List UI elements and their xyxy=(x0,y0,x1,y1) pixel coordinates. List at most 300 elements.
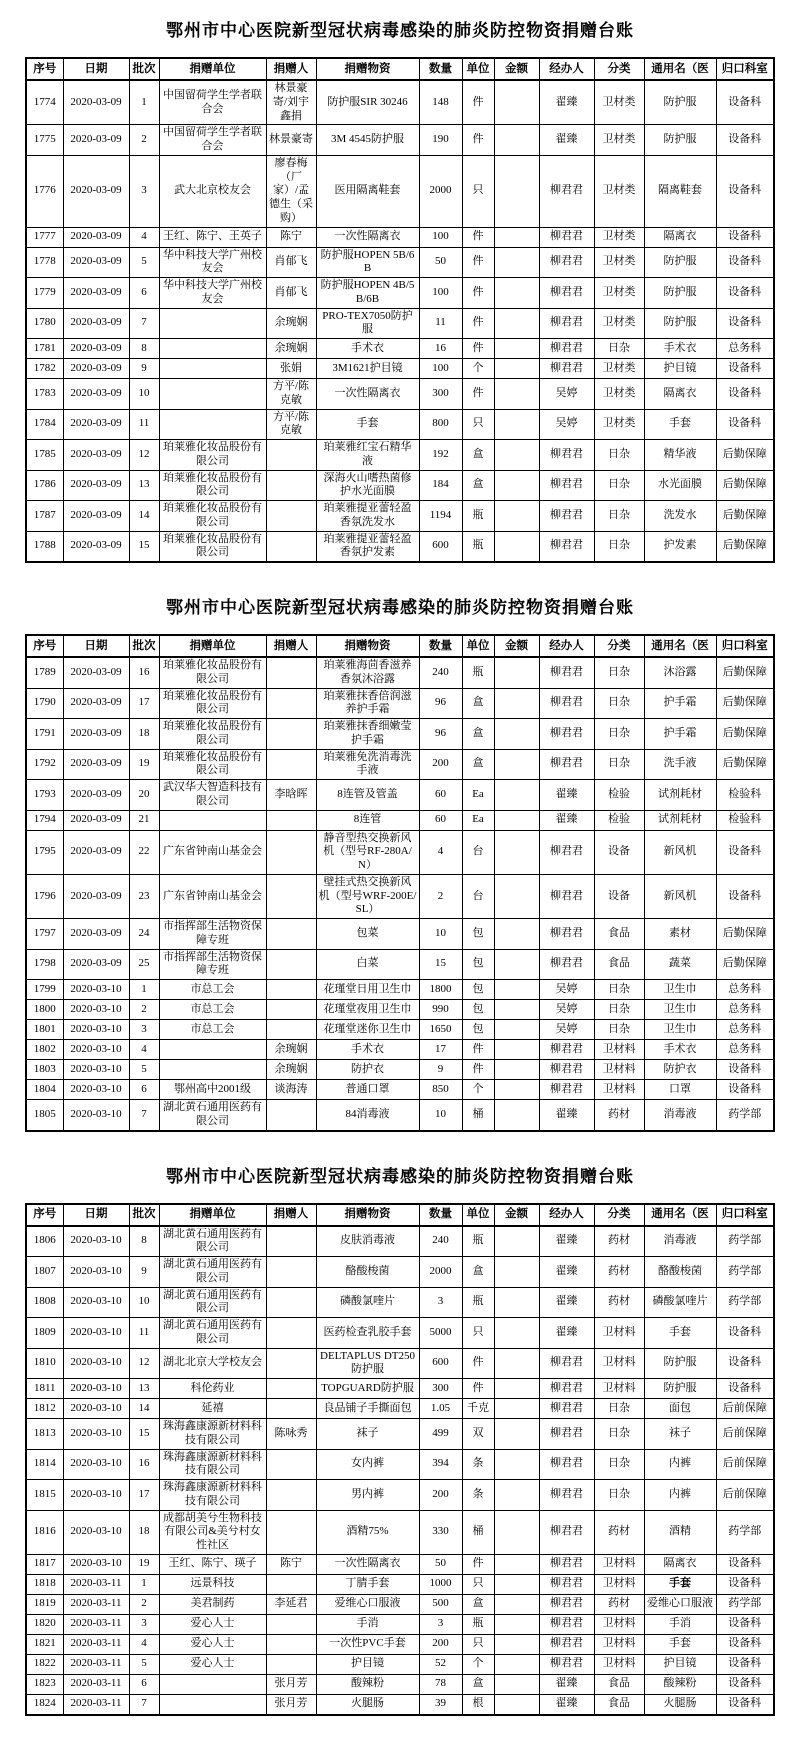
table-cell: DELTAPLUS DT250防护服 xyxy=(316,1348,419,1379)
table-cell: 200 xyxy=(419,1480,462,1511)
table-cell: 设备科 xyxy=(716,1080,774,1100)
table-row xyxy=(26,125,774,156)
table-cell xyxy=(494,308,539,339)
table-cell xyxy=(494,1060,539,1080)
table-cell: 翟臻 xyxy=(539,80,594,125)
table-row xyxy=(26,379,774,410)
table-cell: 2020-03-10 xyxy=(63,1379,129,1399)
table-cell xyxy=(266,1100,316,1131)
table-cell xyxy=(494,227,539,247)
table-cell: PRO-TEX7050防护服 xyxy=(316,308,419,339)
table-cell: 翟臻 xyxy=(539,125,594,156)
table-cell: 药材 xyxy=(594,1257,644,1288)
table-cell: 吴婷 xyxy=(539,980,594,1000)
table-cell: 珀莱雅化妆品股份有限公司 xyxy=(159,688,266,719)
table-cell xyxy=(266,501,316,532)
table-row xyxy=(26,749,774,780)
table-cell: 药学部 xyxy=(716,1226,774,1257)
table-cell: 总务科 xyxy=(716,980,774,1000)
table-cell: 盒 xyxy=(462,470,494,501)
table-cell: 酒精 xyxy=(644,1510,716,1554)
table-cell: 延禧 xyxy=(159,1399,266,1419)
table-cell: 吴婷 xyxy=(539,1020,594,1040)
table-cell xyxy=(159,1060,266,1080)
table-cell: 800 xyxy=(419,409,462,440)
table-cell: 2020-03-11 xyxy=(63,1614,129,1634)
header-row xyxy=(26,1204,774,1226)
table-cell xyxy=(266,810,316,830)
column-header: 通用名（医 xyxy=(644,58,716,80)
table-cell: 3 xyxy=(129,1020,159,1040)
table-cell: 2020-03-09 xyxy=(63,379,129,410)
table-cell: 卫生巾 xyxy=(644,980,716,1000)
table-cell: 药材 xyxy=(594,1594,644,1614)
table-cell: 3 xyxy=(419,1614,462,1634)
table-row xyxy=(26,1694,774,1715)
table-cell: 1815 xyxy=(26,1480,63,1511)
table-cell: 珀莱雅提亚蕾轻盈香氛洗发水 xyxy=(316,501,419,532)
table-cell: 19 xyxy=(129,749,159,780)
table-cell: 15 xyxy=(419,949,462,980)
table-cell: 华中科技大学广州校友会 xyxy=(159,247,266,278)
table-cell: 药材 xyxy=(594,1510,644,1554)
table-cell: 1774 xyxy=(26,80,63,125)
table-cell xyxy=(266,688,316,719)
table-cell: 柳君君 xyxy=(539,501,594,532)
table-cell: 13 xyxy=(129,470,159,501)
table-cell: 隔离鞋套 xyxy=(644,155,716,227)
table-cell: 2020-03-09 xyxy=(63,780,129,811)
table-cell: 1806 xyxy=(26,1226,63,1257)
table-cell: 护发素 xyxy=(644,531,716,562)
table-cell: 2020-03-10 xyxy=(63,1554,129,1574)
table-cell: 2000 xyxy=(419,155,462,227)
table-cell: 试剂耗材 xyxy=(644,810,716,830)
table-cell: 翟臻 xyxy=(539,1694,594,1715)
table-cell: 22 xyxy=(129,830,159,874)
column-header: 金额 xyxy=(494,1204,539,1226)
table-cell xyxy=(266,1480,316,1511)
table-cell: 2020-03-10 xyxy=(63,1060,129,1080)
table-cell: 珠海鑫康源新材料科技有限公司 xyxy=(159,1449,266,1480)
table-cell: 1 xyxy=(129,980,159,1000)
table-cell: 柳君君 xyxy=(539,359,594,379)
table-cell xyxy=(159,1694,266,1715)
table-cell: 余琬娴 xyxy=(266,1040,316,1060)
table-cell xyxy=(266,531,316,562)
table-cell: 1814 xyxy=(26,1449,63,1480)
table-cell: 手套 xyxy=(644,1634,716,1654)
table-cell: 卫材料 xyxy=(594,1040,644,1060)
table-cell xyxy=(494,1100,539,1131)
table-cell: 2020-03-10 xyxy=(63,1449,129,1480)
table-cell: 1194 xyxy=(419,501,462,532)
table-cell xyxy=(494,339,539,359)
table-cell xyxy=(494,657,539,688)
column-header: 分类 xyxy=(594,58,644,80)
table-cell: 2000 xyxy=(419,1257,462,1288)
table-cell xyxy=(494,247,539,278)
table-cell: 件 xyxy=(462,80,494,125)
table-cell: 1775 xyxy=(26,125,63,156)
table-cell: 珀莱雅抹香倍润滋养护手霜 xyxy=(316,688,419,719)
table-cell: 8 xyxy=(129,339,159,359)
table-cell: 柳君君 xyxy=(539,308,594,339)
table-cell: 湖北北京大学校友会 xyxy=(159,1348,266,1379)
table-cell: 市总工会 xyxy=(159,980,266,1000)
table-cell: 设备科 xyxy=(716,874,774,918)
table-cell xyxy=(266,1287,316,1318)
table-cell: 12 xyxy=(129,1348,159,1379)
table-cell: 200 xyxy=(419,749,462,780)
table-row xyxy=(26,949,774,980)
table-row xyxy=(26,247,774,278)
table-cell: 500 xyxy=(419,1594,462,1614)
table-cell: 吴婷 xyxy=(539,409,594,440)
table-cell: 1808 xyxy=(26,1287,63,1318)
table-cell xyxy=(494,1419,539,1450)
table-cell: 检验科 xyxy=(716,810,774,830)
table-cell: 盒 xyxy=(462,688,494,719)
table-cell: 1.05 xyxy=(419,1399,462,1419)
table-cell xyxy=(266,1318,316,1349)
table-cell: 手套 xyxy=(644,1318,716,1349)
table-cell xyxy=(494,749,539,780)
table-cell: 防护服HOPEN 5B/6B xyxy=(316,247,419,278)
column-header: 批次 xyxy=(129,1204,159,1226)
table-cell xyxy=(266,1399,316,1419)
table-cell: 卫材料 xyxy=(594,1318,644,1349)
table-cell: 后前保障 xyxy=(716,1480,774,1511)
table-cell: 3 xyxy=(129,1614,159,1634)
column-header: 单位 xyxy=(462,635,494,657)
table-cell xyxy=(494,1379,539,1399)
table-cell: 12 xyxy=(129,440,159,471)
table-cell: 珀莱雅免洗消毒洗手液 xyxy=(316,749,419,780)
table-cell: 1 xyxy=(129,1574,159,1594)
table-cell: 手套 xyxy=(316,409,419,440)
table-cell: 包 xyxy=(462,949,494,980)
table-cell xyxy=(159,1040,266,1060)
table-cell: 包 xyxy=(462,1020,494,1040)
table-cell: 1800 xyxy=(419,980,462,1000)
table-cell: 柳君君 xyxy=(539,1419,594,1450)
table-cell: 酪酸梭菌 xyxy=(316,1257,419,1288)
table-cell: 184 xyxy=(419,470,462,501)
table-cell: 药学部 xyxy=(716,1594,774,1614)
table-cell: 药材 xyxy=(594,1100,644,1131)
table-cell: 台 xyxy=(462,830,494,874)
table-cell: 后勤保障 xyxy=(716,919,774,950)
table-cell: 1788 xyxy=(26,531,63,562)
table-cell: 医药检查乳胶手套 xyxy=(316,1318,419,1349)
table-cell: 1778 xyxy=(26,247,63,278)
table-cell: 9 xyxy=(129,1257,159,1288)
table-cell: 2020-03-11 xyxy=(63,1574,129,1594)
table-cell: 成都胡美兮生物科技有限公司&美兮村女性社区 xyxy=(159,1510,266,1554)
table-cell: 设备 xyxy=(594,874,644,918)
table-cell: TOPGUARD防护服 xyxy=(316,1379,419,1399)
table-cell: 卫材料 xyxy=(594,1080,644,1100)
table-cell: 设备科 xyxy=(716,1654,774,1674)
table-cell: 卫材料 xyxy=(594,1060,644,1080)
table-cell: 2 xyxy=(419,874,462,918)
table-cell: 1785 xyxy=(26,440,63,471)
table-cell xyxy=(494,1348,539,1379)
table-cell: 张娟 xyxy=(266,359,316,379)
table-cell: 食品 xyxy=(594,919,644,950)
table-cell: 2020-03-09 xyxy=(63,719,129,750)
table-cell: 2020-03-09 xyxy=(63,657,129,688)
table-row xyxy=(26,1020,774,1040)
table-cell: 1 xyxy=(129,80,159,125)
table-row xyxy=(26,1060,774,1080)
column-header: 捐赠单位 xyxy=(159,58,266,80)
table-cell: 静音型热交换新风机（型号RF-280A/N） xyxy=(316,830,419,874)
table-cell: 瓶 xyxy=(462,1614,494,1634)
table-cell: 日杂 xyxy=(594,657,644,688)
table-cell: 柳君君 xyxy=(539,719,594,750)
table-cell: 珀莱雅化妆品股份有限公司 xyxy=(159,719,266,750)
column-header: 单位 xyxy=(462,1204,494,1226)
table-cell: 隔离衣 xyxy=(644,379,716,410)
table-row xyxy=(26,440,774,471)
table-row xyxy=(26,1226,774,1257)
column-header: 捐赠人 xyxy=(266,58,316,80)
table-cell xyxy=(494,1080,539,1100)
table-cell xyxy=(494,949,539,980)
table-cell: 19 xyxy=(129,1554,159,1574)
table-cell: 1823 xyxy=(26,1674,63,1694)
table-cell: 1650 xyxy=(419,1020,462,1040)
table-cell: 酸辣粉 xyxy=(316,1674,419,1694)
table-cell: 翟臻 xyxy=(539,1100,594,1131)
table-cell: 件 xyxy=(462,125,494,156)
table-cell: 7 xyxy=(129,308,159,339)
table-cell: 卫材料 xyxy=(594,1634,644,1654)
table-cell: 4 xyxy=(129,227,159,247)
table-row xyxy=(26,919,774,950)
table-cell: 酒精75% xyxy=(316,1510,419,1554)
page-title: 鄂州市中心医院新型冠状病毒感染的肺炎防控物资捐赠台账 xyxy=(166,1166,634,1186)
table-cell: 消毒液 xyxy=(644,1226,716,1257)
table-row xyxy=(26,1257,774,1288)
table-cell: 设备科 xyxy=(716,1574,774,1594)
table-cell: 瓶 xyxy=(462,1226,494,1257)
table-cell: 卫材料 xyxy=(594,1348,644,1379)
table-cell: 1803 xyxy=(26,1060,63,1080)
table-cell: 14 xyxy=(129,501,159,532)
table-cell: 3M 4545防护服 xyxy=(316,125,419,156)
table-cell: 60 xyxy=(419,780,462,811)
table-cell: 柳君君 xyxy=(539,531,594,562)
table-cell: 10 xyxy=(129,1287,159,1318)
table-cell: 护目镜 xyxy=(644,1654,716,1674)
table-cell: 袜子 xyxy=(644,1419,716,1450)
table-cell: 个 xyxy=(462,1080,494,1100)
table-cell: 1801 xyxy=(26,1020,63,1040)
table-cell xyxy=(494,125,539,156)
table-cell: 日杂 xyxy=(594,1419,644,1450)
table-cell: 市指挥部生活物资保障专班 xyxy=(159,919,266,950)
table-cell: 李延君 xyxy=(266,1594,316,1614)
table-cell: 珀莱雅海茴香滋养香氛沐浴露 xyxy=(316,657,419,688)
column-header: 分类 xyxy=(594,1204,644,1226)
table-cell: 爱维心口服液 xyxy=(644,1594,716,1614)
table-cell: 磷酸氯喹片 xyxy=(316,1287,419,1318)
table-cell xyxy=(494,531,539,562)
column-header: 日期 xyxy=(63,58,129,80)
table-cell: 5 xyxy=(129,1654,159,1674)
header-row xyxy=(26,635,774,657)
header-row xyxy=(26,58,774,80)
table-cell: 防护服 xyxy=(644,125,716,156)
table-cell: 设备科 xyxy=(716,1614,774,1634)
table-cell: 2020-03-11 xyxy=(63,1694,129,1715)
table-cell: 磷酸氯喹片 xyxy=(644,1287,716,1318)
table-cell xyxy=(494,810,539,830)
page-title: 鄂州市中心医院新型冠状病毒感染的肺炎防控物资捐赠台账 xyxy=(166,598,634,617)
table-cell: 2020-03-09 xyxy=(63,688,129,719)
table-cell: 后前保障 xyxy=(716,1399,774,1419)
table-cell: 200 xyxy=(419,1634,462,1654)
table-cell: 24 xyxy=(129,919,159,950)
table-cell: 柳君君 xyxy=(539,278,594,309)
table-cell: 李晗晖 xyxy=(266,780,316,811)
table-cell: 包菜 xyxy=(316,919,419,950)
column-header: 单位 xyxy=(462,58,494,80)
table-cell: 柳君君 xyxy=(539,1399,594,1419)
table-cell: 5 xyxy=(129,1060,159,1080)
table-row xyxy=(26,155,774,227)
table-cell: 防护衣 xyxy=(316,1060,419,1080)
table-cell: 2020-03-09 xyxy=(63,155,129,227)
table-cell: 2020-03-09 xyxy=(63,470,129,501)
table-cell: 珀莱雅化妆品股份有限公司 xyxy=(159,440,266,471)
table-cell xyxy=(494,688,539,719)
table-cell: 设备科 xyxy=(716,830,774,874)
table-cell: 件 xyxy=(462,1379,494,1399)
table-cell: 酪酸梭菌 xyxy=(644,1257,716,1288)
table-cell: 一次性隔离衣 xyxy=(316,379,419,410)
table-cell: 个 xyxy=(462,359,494,379)
table-row xyxy=(26,1379,774,1399)
table-cell: 1794 xyxy=(26,810,63,830)
table-cell: 1804 xyxy=(26,1080,63,1100)
table-cell: 件 xyxy=(462,1554,494,1574)
table-cell: 2020-03-09 xyxy=(63,440,129,471)
table-cell: 珀莱雅化妆品股份有限公司 xyxy=(159,470,266,501)
table-cell: 100 xyxy=(419,278,462,309)
table-cell: 设备科 xyxy=(716,1634,774,1654)
table-cell: 翟臻 xyxy=(539,1257,594,1288)
table-cell: 7 xyxy=(129,1100,159,1131)
column-header: 日期 xyxy=(63,635,129,657)
table-cell: 设备科 xyxy=(716,1318,774,1349)
table-cell: 瓶 xyxy=(462,1287,494,1318)
table-cell: 包 xyxy=(462,1000,494,1020)
table-cell: 件 xyxy=(462,227,494,247)
table-cell: 柳君君 xyxy=(539,1574,594,1594)
table-cell xyxy=(266,470,316,501)
table-cell: 1811 xyxy=(26,1379,63,1399)
table-cell: 2020-03-10 xyxy=(63,980,129,1000)
table-row xyxy=(26,1449,774,1480)
table-cell: 良品铺子手撕面包 xyxy=(316,1399,419,1419)
donation-table-1 xyxy=(25,57,775,563)
table-cell: 柳君君 xyxy=(539,1060,594,1080)
table-cell: 白菜 xyxy=(316,949,419,980)
table-cell: 2020-03-09 xyxy=(63,278,129,309)
table-cell: 肖郁飞 xyxy=(266,278,316,309)
table-cell: 11 xyxy=(129,409,159,440)
table-cell: 深海火山嗜热菌修护水光面膜 xyxy=(316,470,419,501)
table-cell: 设备科 xyxy=(716,1694,774,1715)
table-cell: 张月芳 xyxy=(266,1674,316,1694)
column-header: 金额 xyxy=(494,635,539,657)
table-cell: 柳君君 xyxy=(539,1080,594,1100)
table-cell: 花瑾堂夜用卫生巾 xyxy=(316,1000,419,1020)
table-cell: 11 xyxy=(129,1318,159,1349)
table-cell: 后勤保障 xyxy=(716,949,774,980)
table-cell xyxy=(494,1554,539,1574)
table-cell: 防护服 xyxy=(644,278,716,309)
table-cell: 2020-03-10 xyxy=(63,1040,129,1060)
column-header: 经办人 xyxy=(539,1204,594,1226)
table-cell: 珠海鑫康源新材料科技有限公司 xyxy=(159,1480,266,1511)
table-cell xyxy=(494,1574,539,1594)
table-cell: 市指挥部生活物资保障专班 xyxy=(159,949,266,980)
table-cell: 廖春梅（厂家）/孟德生（采购） xyxy=(266,155,316,227)
table-cell: 洗手液 xyxy=(644,749,716,780)
table-cell: 日杂 xyxy=(594,1020,644,1040)
table-cell: 1809 xyxy=(26,1318,63,1349)
table-cell: 84消毒液 xyxy=(316,1100,419,1131)
table-cell xyxy=(266,1226,316,1257)
table-cell: 总务科 xyxy=(716,1040,774,1060)
table-row xyxy=(26,409,774,440)
table-cell: 卫材类 xyxy=(594,247,644,278)
table-cell: 检验 xyxy=(594,780,644,811)
table-row xyxy=(26,1574,774,1594)
table-cell: 后勤保障 xyxy=(716,531,774,562)
table-cell: 1783 xyxy=(26,379,63,410)
table-row xyxy=(26,1554,774,1574)
table-cell: 5 xyxy=(129,247,159,278)
table-cell: 方平/陈克敏 xyxy=(266,409,316,440)
table-cell: 火腿肠 xyxy=(644,1694,716,1715)
table-cell: 手术衣 xyxy=(644,1040,716,1060)
table-cell: 瓶 xyxy=(462,657,494,688)
table-cell xyxy=(494,1634,539,1654)
table-cell: 盒 xyxy=(462,440,494,471)
table-cell: 1817 xyxy=(26,1554,63,1574)
table-cell: 药材 xyxy=(594,1226,644,1257)
table-cell: 精华液 xyxy=(644,440,716,471)
table-cell xyxy=(494,1318,539,1349)
table-cell: 50 xyxy=(419,1554,462,1574)
table-cell: 柳君君 xyxy=(539,1654,594,1674)
table-cell: 5000 xyxy=(419,1318,462,1349)
table-cell: 科伦药业 xyxy=(159,1379,266,1399)
table-cell: 林景豪寄 xyxy=(266,125,316,156)
table-cell: 后勤保障 xyxy=(716,719,774,750)
table-cell: 总务科 xyxy=(716,1000,774,1020)
column-header: 数量 xyxy=(419,1204,462,1226)
column-header: 经办人 xyxy=(539,635,594,657)
column-header: 金额 xyxy=(494,58,539,80)
table-cell: 1789 xyxy=(26,657,63,688)
